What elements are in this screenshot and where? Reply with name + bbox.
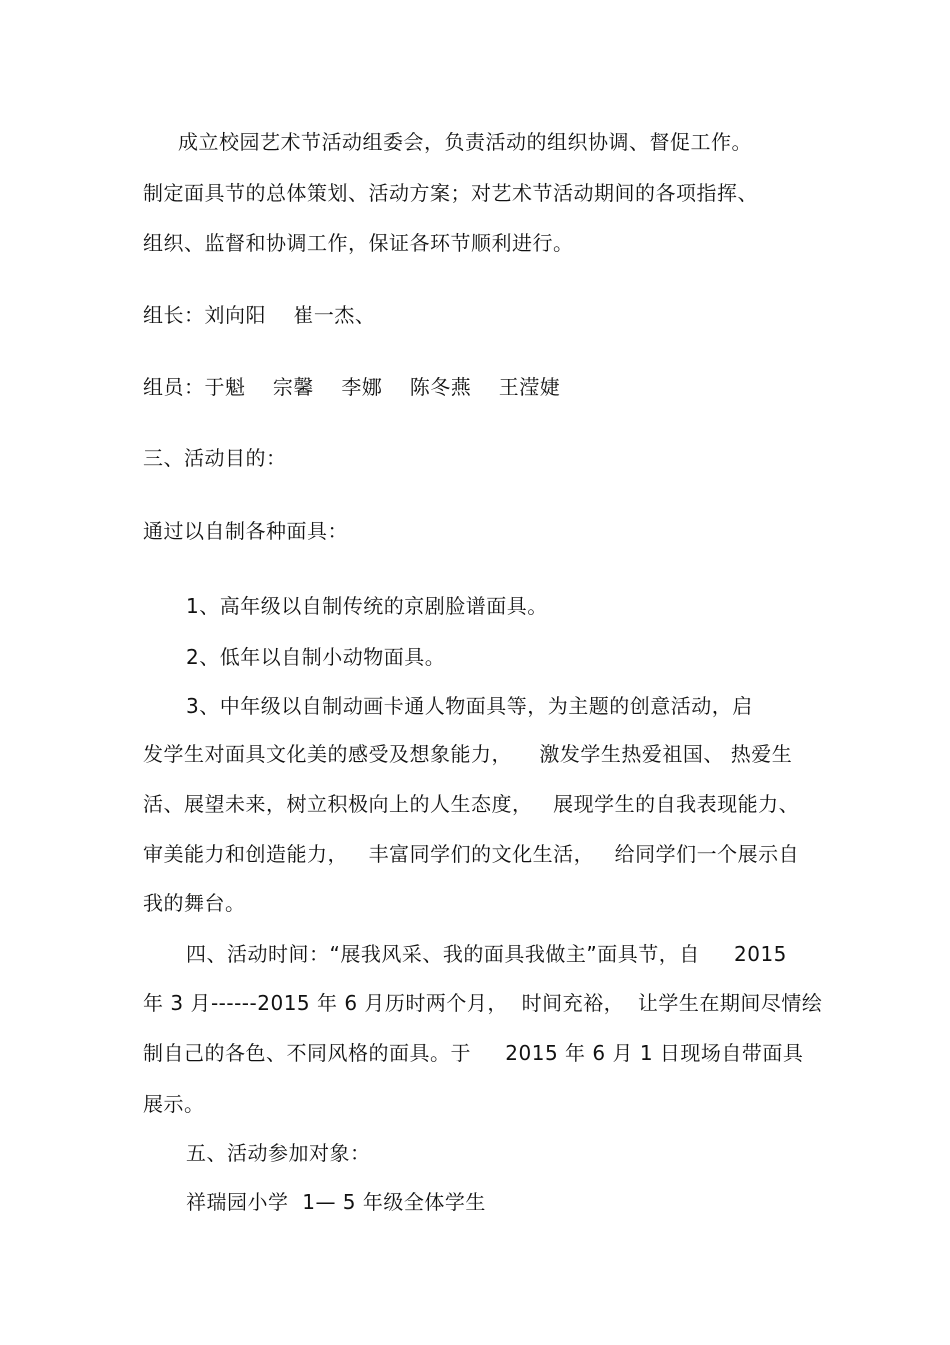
paragraph-line: 发学生对面具文化美的感受及想象能力， 激发学生热爱祖国、 热爱生: [143, 742, 793, 766]
list-item: 3、中年级以自制动画卡通人物面具等，为主题的创意活动，启: [186, 694, 753, 718]
paragraph-line: 我的舞台。: [143, 891, 246, 915]
paragraph-line: 通过以自制各种面具：: [143, 519, 348, 543]
section-heading: 五、活动参加对象：: [186, 1141, 371, 1165]
paragraph-line: 展示。: [143, 1092, 205, 1116]
paragraph-line: 活、展望未来，树立积极向上的人生态度， 展现学生的自我表现能力、: [143, 792, 800, 816]
section-heading: 四、活动时间：“展我风采、我的面具我做主”面具节，自 2015: [186, 942, 787, 966]
paragraph-line: 祥瑞园小学 1— 5 年级全体学生: [186, 1190, 486, 1214]
group-leader-line: 组长：刘向阳 崔一杰、: [143, 303, 376, 327]
paragraph-line: 制定面具节的总体策划、活动方案；对艺术节活动期间的各项指挥、: [143, 181, 758, 205]
paragraph-line: 年 3 月------2015 年 6 月历时两个月， 时间充裕， 让学生在期间尽情绘: [143, 991, 823, 1015]
list-item: 2、低年以自制小动物面具。: [186, 645, 446, 669]
paragraph-line: 组织、监督和协调工作，保证各环节顺利进行。: [143, 231, 574, 255]
section-heading: 三、活动目的：: [143, 446, 287, 470]
paragraph-line: 成立校园艺术节活动组委会，负责活动的组织协调、督促工作。: [178, 130, 752, 154]
paragraph-line: 制自己的各色、不同风格的面具。于 2015 年 6 月 1 日现场自带面具: [143, 1041, 804, 1065]
paragraph-line: 审美能力和创造能力， 丰富同学们的文化生活， 给同学们一个展示自: [143, 842, 800, 866]
list-item: 1、高年级以自制传统的京剧脸谱面具。: [186, 594, 548, 618]
group-members-line: 组员：于魁 宗馨 李娜 陈冬燕 王滢婕: [143, 375, 561, 399]
